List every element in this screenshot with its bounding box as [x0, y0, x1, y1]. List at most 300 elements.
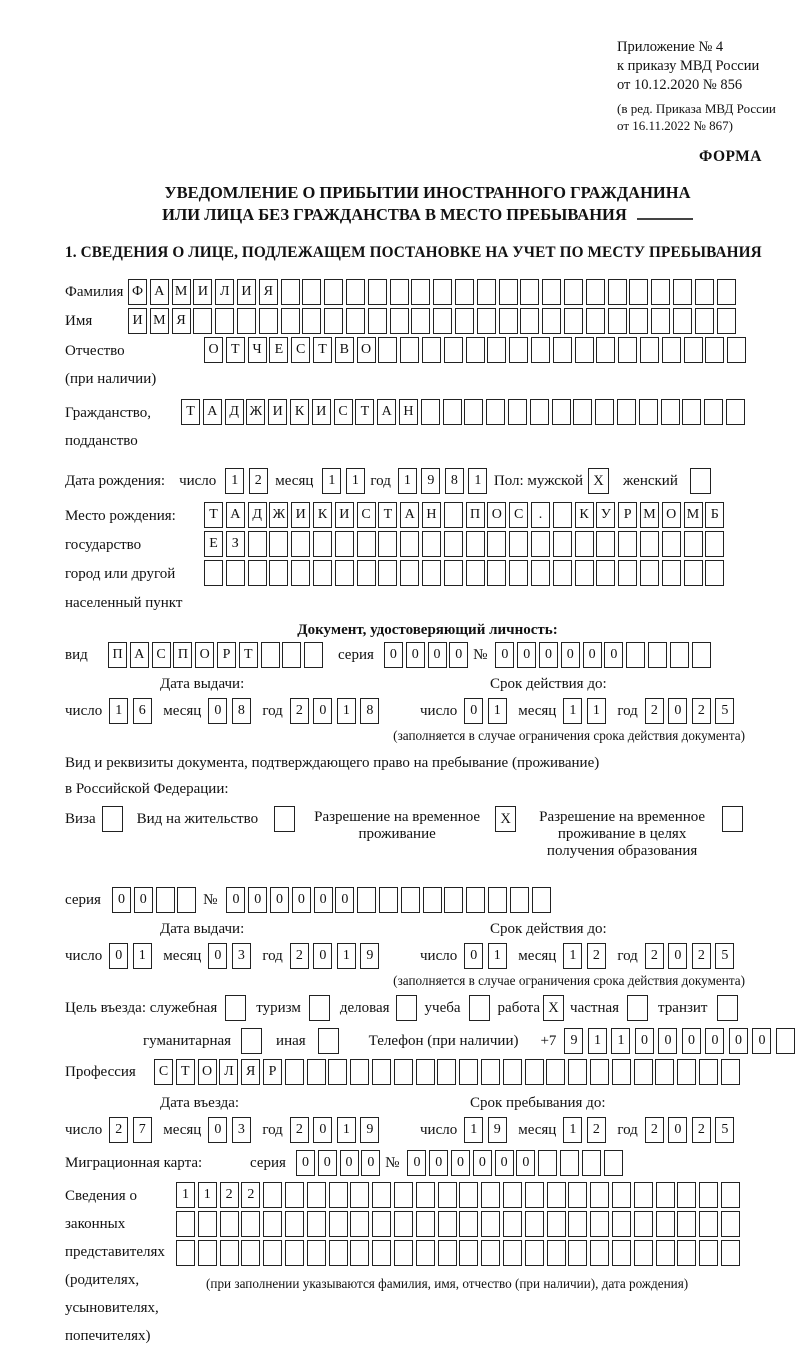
form-cell: 0 [208, 1117, 227, 1143]
form-cell [651, 308, 670, 334]
form-cell: 0 [109, 943, 128, 969]
form-cell: 0 [226, 887, 245, 913]
female-checkbox [690, 468, 711, 494]
form-cell [307, 1240, 326, 1266]
entry-date-header: Дата въезда: [160, 1095, 240, 1111]
form-cell [324, 308, 343, 334]
form-cell [466, 337, 485, 363]
form-cell [509, 560, 528, 586]
form-cell [499, 279, 518, 305]
form-cell [466, 531, 485, 557]
form-cell: К [290, 399, 309, 425]
form-cell [721, 1240, 740, 1266]
form-cell: 0 [517, 642, 536, 668]
form-cell [372, 1240, 391, 1266]
form-cell: 0 [318, 1150, 337, 1176]
doc-number-label: № [473, 647, 488, 663]
form-cell [291, 560, 310, 586]
form-cell [575, 531, 594, 557]
form-cell [629, 308, 648, 334]
form-cell [656, 1211, 675, 1237]
form-title [65, 182, 790, 226]
purpose-humanitarian-label: гуманитарная [143, 1033, 232, 1049]
form-cell [487, 531, 506, 557]
series-label: серия [250, 1155, 286, 1171]
form-cell [639, 399, 658, 425]
visa-label: Виза [65, 811, 96, 827]
form-cell: 2 [692, 943, 711, 969]
form-cell [618, 531, 637, 557]
document-reference [617, 38, 790, 134]
entry-dates-headers [65, 1095, 790, 1115]
form-cell: 0 [516, 1150, 535, 1176]
form-cell [692, 642, 711, 668]
form-cell [699, 1211, 718, 1237]
form-cell [503, 1211, 522, 1237]
form-cell [394, 1059, 413, 1085]
form-cell [444, 560, 463, 586]
form-cell: О [662, 502, 681, 528]
form-cell [608, 279, 627, 305]
form-cell [285, 1182, 304, 1208]
doc-series-cells [384, 642, 471, 668]
form-cell [466, 560, 485, 586]
residence-doc-text-line2: в Российской Федерации: [65, 781, 229, 797]
form-cell [281, 279, 300, 305]
purpose-transit-checkbox [717, 995, 738, 1021]
form-cell: О [195, 642, 214, 668]
birth-place-row2-cells [204, 531, 727, 557]
field-firstname [65, 308, 790, 334]
form-cell: 1 [464, 1117, 483, 1143]
form-cell [285, 1240, 304, 1266]
form-cell [220, 1211, 239, 1237]
form-cell: М [684, 502, 703, 528]
form-cell [324, 279, 343, 305]
form-cell [346, 279, 365, 305]
form-cell: 1 [337, 698, 356, 724]
reference-edit-line: (в ред. Приказа МВД России [617, 101, 776, 116]
form-cell [575, 337, 594, 363]
patronymic-cells [204, 337, 749, 363]
form-cell [705, 560, 724, 586]
form-cell [329, 1182, 348, 1208]
form-cell [444, 337, 463, 363]
phone-prefix: +7 [540, 1033, 557, 1049]
form-cell [313, 560, 332, 586]
day-label: число [420, 948, 458, 964]
validity-note: (заполняется в случае ограничения срока действия документа) [393, 973, 745, 988]
form-cell [416, 1182, 435, 1208]
form-cell [538, 1150, 557, 1176]
form-cell [547, 1211, 566, 1237]
form-cell [346, 308, 365, 334]
form-cell: 2 [645, 943, 664, 969]
form-cell: 0 [313, 943, 332, 969]
form-cell: И [291, 502, 310, 528]
doc-dates-headers [65, 676, 790, 696]
form-cell [313, 531, 332, 557]
form-cell: 0 [473, 1150, 492, 1176]
form-cell: 5 [715, 698, 734, 724]
form-cell: 0 [668, 1117, 687, 1143]
form-cell: 1 [176, 1182, 195, 1208]
purpose-lead-label: Цель въезда: служебная [65, 1000, 218, 1016]
form-cell: 2 [587, 1117, 606, 1143]
form-cell [721, 1211, 740, 1237]
form-cell [477, 308, 496, 334]
month-label: месяц [518, 948, 557, 964]
residence-issue-month-cells [208, 943, 255, 969]
form-cell: 0 [270, 887, 289, 913]
field-surname [65, 279, 790, 305]
form-cell [590, 1240, 609, 1266]
representatives-label-line: законных [65, 1216, 126, 1232]
form-cell: 1 [563, 943, 582, 969]
citizenship-label: Гражданство, [65, 405, 152, 421]
form-cell: 2 [290, 943, 309, 969]
migration-series-cells [296, 1150, 383, 1176]
form-cell [394, 1240, 413, 1266]
doc-issue-date [65, 698, 420, 724]
form-cell: 1 [322, 468, 341, 494]
form-cell [553, 502, 572, 528]
representatives-row2-cells [176, 1211, 743, 1237]
form-cell: С [154, 1059, 173, 1085]
form-cell [531, 531, 550, 557]
form-cell [177, 887, 196, 913]
form-cell [220, 1240, 239, 1266]
form-cell [656, 1240, 675, 1266]
form-cell [248, 531, 267, 557]
form-cell [433, 279, 452, 305]
form-cell [390, 279, 409, 305]
residence-valid-year-cells [645, 943, 739, 969]
birth-month-cells [322, 468, 369, 494]
form-cell: 0 [449, 642, 468, 668]
form-cell [307, 1211, 326, 1237]
form-cell [444, 502, 463, 528]
form-cell [695, 279, 714, 305]
form-cell: 0 [361, 1150, 380, 1176]
form-cell: Н [422, 502, 441, 528]
valid-until-header: Срок действия до: [490, 676, 607, 692]
form-cell: Я [172, 308, 191, 334]
form-cell [357, 531, 376, 557]
form-cell [488, 887, 507, 913]
form-cell [552, 399, 571, 425]
form-cell [379, 887, 398, 913]
form-cell [568, 1059, 587, 1085]
form-cell [378, 337, 397, 363]
birth-place-label2: государство [65, 537, 142, 553]
residence-doc-series-cells [112, 887, 199, 913]
purpose-humanitarian-checkbox [241, 1028, 262, 1054]
form-cell: 0 [313, 698, 332, 724]
doc-valid-month-cells [563, 698, 610, 724]
form-cell [634, 1059, 653, 1085]
year-label: год [262, 1122, 283, 1138]
field-profession [65, 1059, 790, 1085]
form-cell [335, 531, 354, 557]
identity-document-header: Документ, удостоверяющий личность: [297, 622, 558, 638]
purpose-tourism-checkbox [309, 995, 330, 1021]
form-cell [590, 1059, 609, 1085]
form-cell: Я [241, 1059, 260, 1085]
form-cell: 2 [645, 698, 664, 724]
form-cell: О [487, 502, 506, 528]
form-cell [459, 1211, 478, 1237]
form-cell [329, 1240, 348, 1266]
form-cell: 1 [109, 698, 128, 724]
form-cell [596, 560, 615, 586]
form-cell [634, 1211, 653, 1237]
entry-date [65, 1117, 420, 1143]
form-cell: С [334, 399, 353, 425]
residence-doc-text-line1: Вид и реквизиты документа, подтверждающего право на пребывание (проживание) [65, 755, 600, 771]
form-cell [357, 887, 376, 913]
form-cell: 1 [587, 698, 606, 724]
sex-label: Пол: мужской [493, 473, 584, 489]
form-cell: З [226, 531, 245, 557]
form-cell [499, 308, 518, 334]
form-cell: 0 [407, 1150, 426, 1176]
form-cell [438, 1240, 457, 1266]
form-cell: 0 [495, 642, 514, 668]
form-cell [481, 1059, 500, 1085]
form-cell: 0 [428, 642, 447, 668]
form-cell [618, 560, 637, 586]
form-cell [651, 279, 670, 305]
form-cell: Т [239, 642, 258, 668]
form-cell: 0 [729, 1028, 748, 1054]
stay-month-cells [563, 1117, 610, 1143]
form-cell: Я [259, 279, 278, 305]
form-cell [193, 308, 212, 334]
number-label: № [203, 892, 218, 908]
birth-place-label1: Место рождения: [65, 508, 176, 524]
form-cell: 2 [587, 943, 606, 969]
form-cell: 0 [464, 943, 483, 969]
phone-cells [564, 1028, 799, 1054]
form-cell: И [128, 308, 147, 334]
form-cell: Ч [248, 337, 267, 363]
form-cell [699, 1240, 718, 1266]
doc-valid-year-cells [645, 698, 739, 724]
form-cell: 1 [337, 943, 356, 969]
form-cell: 8 [360, 698, 379, 724]
reference-line: к приказу МВД России [617, 58, 760, 74]
form-cell: И [237, 279, 256, 305]
purpose-work-label: работа [497, 1000, 541, 1016]
form-cell: 0 [112, 887, 131, 913]
form-cell: 0 [340, 1150, 359, 1176]
form-cell [307, 1059, 326, 1085]
form-cell [282, 642, 301, 668]
form-cell [542, 279, 561, 305]
purpose-work-checkbox: X [543, 995, 564, 1021]
form-cell: 0 [406, 642, 425, 668]
form-cell: Р [618, 502, 637, 528]
form-cell [328, 1059, 347, 1085]
form-cell: . [531, 502, 550, 528]
form-cell [416, 1059, 435, 1085]
form-cell [444, 887, 463, 913]
form-cell [350, 1240, 369, 1266]
form-cell: 0 [561, 642, 580, 668]
form-cell [510, 887, 529, 913]
doc-dates-row [65, 698, 790, 724]
form-cell [261, 642, 280, 668]
validity-note: (заполняется в случае ограничения срока действия документа) [393, 728, 745, 743]
form-cell [560, 1150, 579, 1176]
doc-valid-day-cells [464, 698, 511, 724]
form-cell [695, 308, 714, 334]
form-cell [156, 887, 175, 913]
purpose-private-checkbox [627, 995, 648, 1021]
year-label: год [617, 703, 638, 719]
form-cell: И [268, 399, 287, 425]
form-cell [304, 642, 323, 668]
issue-date-header: Дата выдачи: [160, 921, 245, 937]
form-cell: Е [204, 531, 223, 557]
form-cell [269, 531, 288, 557]
form-cell: Д [225, 399, 244, 425]
form-cell [378, 560, 397, 586]
form-cell: Б [705, 502, 724, 528]
form-cell [590, 1182, 609, 1208]
form-cell [525, 1182, 544, 1208]
form-cell [509, 531, 528, 557]
issue-date-header: Дата выдачи: [160, 676, 245, 692]
form-cell [443, 399, 462, 425]
form-cell: 0 [296, 1150, 315, 1176]
form-cell [553, 337, 572, 363]
form-cell [684, 531, 703, 557]
form-cell [481, 1182, 500, 1208]
form-cell [531, 560, 550, 586]
form-cell [634, 1182, 653, 1208]
representatives-row3-cells [176, 1240, 743, 1266]
form-cell [612, 1240, 631, 1266]
form-cell: И [312, 399, 331, 425]
form-cell [357, 560, 376, 586]
form-cell [717, 279, 736, 305]
day-label: число [65, 1122, 103, 1138]
form-cell [726, 399, 745, 425]
form-cell: У [596, 502, 615, 528]
surname-cells [128, 279, 738, 305]
form-cell [455, 308, 474, 334]
form-cell: К [575, 502, 594, 528]
form-cell: 0 [495, 1150, 514, 1176]
form-cell: 0 [429, 1150, 448, 1176]
form-cell [682, 399, 701, 425]
day-label: число [179, 473, 217, 489]
form-cell [721, 1182, 740, 1208]
residence-issue-day-cells [109, 943, 156, 969]
form-cell [684, 560, 703, 586]
field-patronymic [65, 337, 790, 390]
birth-place-label3: город или другой [65, 566, 176, 582]
form-cell [520, 308, 539, 334]
form-cell [176, 1240, 195, 1266]
form-cell: 0 [658, 1028, 677, 1054]
form-cell [699, 1182, 718, 1208]
form-cell: 0 [314, 887, 333, 913]
patronymic-label2: (при наличии) [65, 371, 157, 387]
birth-day-cells [225, 468, 272, 494]
form-cell [307, 1182, 326, 1208]
form-cell [604, 1150, 623, 1176]
form-cell [411, 308, 430, 334]
form-cell: 0 [335, 887, 354, 913]
form-cell: П [108, 642, 127, 668]
form-cell [215, 308, 234, 334]
entry-purpose-row2 [65, 1028, 790, 1054]
form-cell: П [466, 502, 485, 528]
profession-label: Профессия [65, 1064, 136, 1080]
form-cell [285, 1059, 304, 1085]
form-cell: 1 [133, 943, 152, 969]
form-cell [503, 1059, 522, 1085]
form-cell: А [400, 502, 419, 528]
section1-heading: 1. СВЕДЕНИЯ О ЛИЦЕ, ПОДЛЕЖАЩЕМ ПОСТАНОВКЕ НА УЧЕТ ПО МЕСТУ ПРЕБЫВАНИЯ [65, 244, 762, 261]
reference-line: от 10.12.2020 № 856 [617, 77, 743, 93]
profession-cells [154, 1059, 743, 1085]
month-label: месяц [163, 948, 202, 964]
male-checkbox: X [588, 468, 609, 494]
form-cell [350, 1211, 369, 1237]
form-cell: 9 [421, 468, 440, 494]
birth-date-label: Дата рождения: [65, 473, 166, 489]
form-cell [368, 308, 387, 334]
representatives-note: (при заполнении указываются фамилия, имя, отчество (при наличии), дата рождения) [206, 1276, 689, 1291]
field-migration-card [65, 1150, 790, 1176]
form-cell: 0 [668, 943, 687, 969]
form-cell: А [226, 502, 245, 528]
form-cell [727, 337, 746, 363]
residence-issue-year-cells [290, 943, 384, 969]
purpose-delovaya-checkbox [396, 995, 417, 1021]
form-cell [532, 887, 551, 913]
form-cell [477, 279, 496, 305]
field-birth-date [65, 468, 790, 494]
year-label: год [262, 948, 283, 964]
purpose-study-checkbox [469, 995, 490, 1021]
form-cell [198, 1240, 217, 1266]
form-cell [263, 1211, 282, 1237]
form-cell: 0 [384, 642, 403, 668]
form-cell [618, 337, 637, 363]
form-cell: 2 [692, 1117, 711, 1143]
form-cell: 9 [564, 1028, 583, 1054]
form-cell [437, 1059, 456, 1085]
form-cell: Р [263, 1059, 282, 1085]
form-cell [421, 399, 440, 425]
form-cell: Т [378, 502, 397, 528]
form-cell: 1 [563, 1117, 582, 1143]
form-cell [640, 560, 659, 586]
form-cell [335, 560, 354, 586]
form-cell [575, 560, 594, 586]
form-cell [553, 560, 572, 586]
form-cell [455, 279, 474, 305]
residence-dates-headers [65, 921, 790, 941]
residence-valid-date [420, 943, 746, 969]
form-cell: 1 [588, 1028, 607, 1054]
form-cell [590, 1211, 609, 1237]
